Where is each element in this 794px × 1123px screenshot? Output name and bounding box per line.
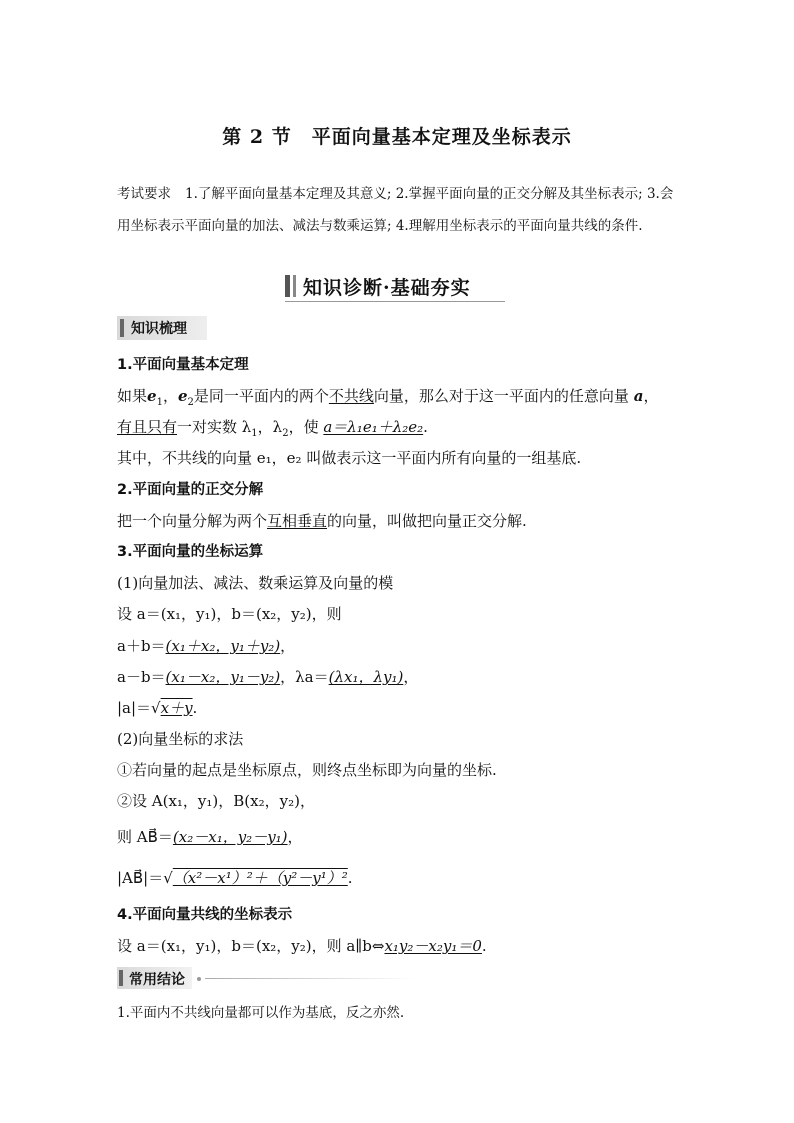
coord-vector-ab: 则 AB⃗＝(x₂－x₁，y₂－y₁)， <box>117 828 303 846</box>
orthogonal-line <box>117 511 527 531</box>
blank-answer: （x²－x¹）²＋（y²－y¹）² <box>172 869 348 887</box>
heading-collinear: 4.平面向量共线的坐标表示 <box>117 907 293 923</box>
blank-answer: 不共线 <box>328 387 374 405</box>
ops-line-def: 设 a＝(x₁，y₁)，b＝(x₂，y₂)，则 <box>117 605 342 623</box>
text-fragment: ， <box>643 387 659 405</box>
blank-answer: 有且只有 <box>117 418 178 436</box>
blank-answer: a＝λ₁e₁＋λ₂e₂ <box>323 418 424 436</box>
ops-subheading-1: (1)向量加法、减法、数乘运算及向量的模 <box>117 574 394 592</box>
text-fragment: ，λ <box>257 418 283 436</box>
text-fragment: ， <box>162 387 178 405</box>
ops-line-modulus: |a|＝√x＋y. <box>117 699 198 717</box>
conclusion-line-1: 1.平面内不共线向量都可以作为基底，反之亦然. <box>117 1005 405 1021</box>
knowledge-header <box>117 316 207 340</box>
blank-answer: (x₁＋x₂，y₁＋y₂) <box>165 637 281 655</box>
conclusion-header-label: 常用结论 <box>129 972 185 988</box>
text-fragment: 向量，那么对于这一平面内的任意向量 <box>373 387 629 405</box>
header-bar-decoration <box>120 319 124 337</box>
blank-answer: x₁y₂－x₂y₁＝0 <box>384 937 482 955</box>
ops-line-sub: a－b＝(x₁－x₂，y₁－y₂)，λa＝(λx₁，λy₁)， <box>117 668 419 686</box>
text-fragment: 把一个向量分解为两个 <box>117 512 268 530</box>
coord-distance: |AB⃗|＝√（x²－x¹）²＋（y²－y¹）². <box>117 869 353 887</box>
text-fragment: |a|＝√ <box>117 699 161 717</box>
blank-answer: x＋y <box>160 699 193 717</box>
text-fragment: 一对实数 λ <box>177 418 252 436</box>
coord-rule-1: ①若向量的起点是坐标原点，则终点坐标即为向量的坐标. <box>117 761 497 779</box>
ops-line-add: a＋b＝(x₁＋x₂，y₁＋y₂)， <box>117 637 296 655</box>
text-fragment: 的向量，叫做把向量正交分解. <box>327 512 527 530</box>
text-fragment: ，使 <box>288 418 319 436</box>
blank-answer: 互相垂直 <box>267 512 328 530</box>
knowledge-header-label: 知识梳理 <box>131 321 187 337</box>
vector-a: a <box>633 387 644 405</box>
coord-rule-2: ②设 A(x₁，y₁)，B(x₂，y₂)， <box>117 792 315 810</box>
text-fragment: a＋b＝ <box>117 637 166 655</box>
section-banner <box>285 271 505 302</box>
heading-coordinate-ops: 3.平面向量的坐标运算 <box>117 544 264 560</box>
blank-answer: (x₂－x₁，y₂－y₁) <box>172 828 288 846</box>
text-fragment: |AB⃗|＝√ <box>117 869 173 887</box>
theorem-line-3: 其中，不共线的向量 e₁，e₂ 叫做表示这一平面内所有向量的一组基底. <box>117 449 582 467</box>
header-bar-decoration <box>119 970 123 986</box>
section-banner-title: 知识诊断·基础夯实 <box>303 277 471 299</box>
exam-requirements <box>117 178 677 242</box>
conclusion-header <box>117 967 417 989</box>
text-fragment: 是同一平面内的两个 <box>193 387 329 405</box>
theorem-line-2: 有且只有一对实数 $\lambda_1$，$\lambda_2$，使 a＝λ₁e₁＋λ₂e₂. <box>117 418 428 439</box>
text-fragment: 设 a＝(x₁，y₁)，b＝(x₂，y₂)，则 a∥b⇔ <box>117 937 385 955</box>
collinear-line: 设 a＝(x₁，y₁)，b＝(x₂，y₂)，则 a∥b⇔x₁y₂－x₂y₁＝0. <box>117 937 487 955</box>
page-title: 第 2 节 平面向量基本定理及坐标表示 <box>222 126 572 148</box>
heading-orthogonal: 2.平面向量的正交分解 <box>117 482 264 498</box>
fade-line-decoration <box>205 978 415 979</box>
ops-subheading-2: (2)向量坐标的求法 <box>117 730 244 748</box>
vector-e: e <box>177 387 188 405</box>
text-fragment: 则 AB⃗＝ <box>117 828 173 846</box>
banner-bar-decoration <box>285 275 290 297</box>
blank-answer: (x₁－x₂，y₁－y₂) <box>165 668 281 686</box>
text-fragment: ，λa＝ <box>280 668 329 686</box>
text-fragment: 如果 <box>117 387 148 405</box>
blank-answer: (λx₁，λy₁) <box>328 668 404 686</box>
theorem-line-1: 如果$e_1$，$e_2$是同一平面内的两个不共线向量，那么对于这一平面内的任意向量 a， <box>117 387 659 408</box>
text-fragment: a－b＝ <box>117 668 166 686</box>
dot-decoration <box>197 977 201 981</box>
vector-e: e <box>147 387 157 405</box>
requirements-label: 考试要求 <box>117 186 171 202</box>
banner-bar-decoration-2 <box>293 275 296 297</box>
heading-basic-theorem: 1.平面向量基本定理 <box>117 357 249 373</box>
requirements-text: 1.了解平面向量基本定理及其意义; 2.掌握平面向量的正交分解及其坐标表示; 3.会用坐标表示平面向量的加法、减法与数乘运算; 4.理解用坐标表示的平面向量共线的条件. <box>117 186 674 234</box>
